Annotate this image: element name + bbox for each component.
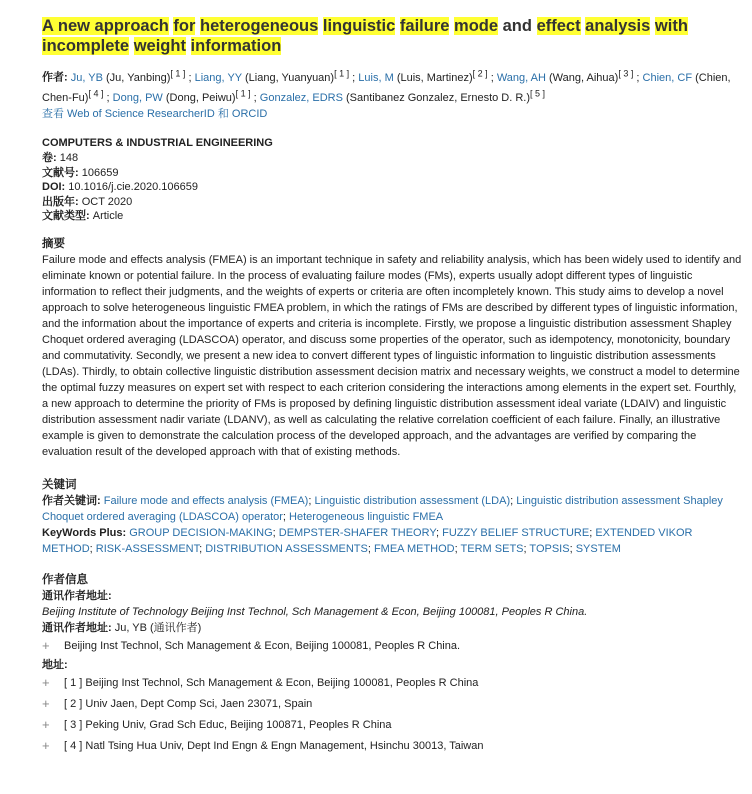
source-fields [42,151,742,224]
keyword-sep: ; [199,542,203,555]
author-sep: ; [250,92,257,105]
author-link[interactable]: Wang, AH [496,71,546,84]
expand-icon[interactable]: + [42,638,50,654]
source-field [42,195,742,210]
author-ref: [ 4 ] [88,88,104,99]
author-fullname: (Santibanez Gonzalez, Ernesto D. R.) [342,92,531,105]
corr-address: Beijing Inst Technol, Sch Management & Econ, Beijing 100081, Peoples R China. [64,640,461,653]
source-field-value: 148 [56,151,79,164]
keyword-sep: ; [589,526,593,539]
source-field-value: Article [89,210,124,223]
title-highlight: analysis [585,17,651,35]
source-field-label: 卷: [42,151,57,164]
title-text [129,37,134,55]
author-link[interactable]: Liang, YY [194,71,242,84]
source-field-value: 106659 [78,166,119,179]
author-ref: [ 3 ] [618,68,634,78]
keywords-heading: 关键词 [42,478,77,491]
keyword-sep: ; [367,542,371,555]
title-highlight: failure [399,17,450,35]
source-field [42,209,742,224]
title-highlight: for [173,17,196,35]
title-text: and [498,17,537,35]
address-row[interactable] [42,736,742,757]
address-text: [ 3 ] Peking Univ, Grad Sch Educ, Beijing 100871, Peoples R China [64,719,392,732]
title-highlight: effect [536,17,581,35]
author-ref: [ 5 ] [530,88,546,99]
source-field-label: 文献号: [42,166,79,179]
author-ref: [ 2 ] [472,68,488,78]
author-fullname: (Chien, Chen-Fu) [42,71,731,105]
author-fullname: (Ju, Yanbing) [102,71,171,84]
keyword-plus-link[interactable]: DISTRIBUTION ASSESSMENTS [205,542,368,555]
source-field [42,166,742,181]
author-fullname: (Liang, Yuanyuan) [241,71,335,84]
keyword-sep: ; [282,510,286,523]
keyword-sep: ; [454,542,458,555]
author-keyword-link[interactable]: Failure mode and effects analysis (FMEA) [103,494,309,507]
title-highlight: incomplete [42,37,130,55]
journal-name: COMPUTERS & INDUSTRIAL ENGINEERING [42,137,273,150]
keyword-sep: ; [89,542,93,555]
researcher-id-link[interactable]: 查看 Web of Science ResearcherID 和 ORCID [42,108,268,121]
title-highlight: A new approach [42,17,169,35]
keyword-plus-link[interactable]: FUZZY BELIEF STRUCTURE [442,526,590,539]
source-field-label: 出版年: [42,195,79,208]
keywords-plus-list [42,527,693,555]
author-info-heading: 作者信息 [42,573,88,586]
author-sep: ; [103,92,110,105]
author-keywords-row [42,493,742,525]
author-link[interactable]: Luis, M [358,71,394,84]
keyword-plus-link[interactable]: TERM SETS [460,542,524,555]
corr-address-row[interactable] [42,636,742,657]
author-keywords-label: 作者关键词: [42,494,101,507]
keyword-sep: ; [435,526,440,539]
author-ref: [ 1 ] [170,68,186,78]
author-link[interactable]: Chien, CF [642,71,693,84]
keywords-plus-label: KeyWords Plus: [42,526,127,539]
authors-line [42,65,742,106]
expand-icon[interactable]: + [42,696,50,712]
author-keywords-list [42,495,723,523]
author-link[interactable]: Gonzalez, EDRS [259,92,343,105]
authors-label: 作者: [42,71,68,84]
title-highlight: information [190,37,282,55]
source-block [42,136,742,224]
author-sep: ; [349,71,356,84]
keyword-sep: ; [523,542,527,555]
title-highlight: linguistic [322,17,396,35]
keyword-sep: ; [308,494,312,507]
author-fullname: (Dong, Peiwu) [162,92,236,105]
title-text [186,37,191,55]
address-row[interactable] [42,694,742,715]
title-highlight: heterogeneous [200,17,319,35]
author-sep: ; [633,71,640,84]
authors-list [42,68,731,105]
author-link[interactable]: Ju, YB [70,71,103,84]
address-row[interactable] [42,673,742,694]
author-sep: ; [487,71,494,84]
corr-address-italic: Beijing Institute of Technology Beijing Inst Technol, Sch Management & Econ, Beijing 100081, Peoples R China. [42,605,588,618]
author-keyword-link[interactable]: Linguistic distribution assessment Shapley Choquet ordered averaging (LDASCOA) operator [42,494,723,523]
abstract-text: Failure mode and effects analysis (FMEA) is an important technique in safety and reliability analysis, which has been widely used to identify and eliminate known or potential failure. In the process of evaluating failure modes (FMs), experts usually adopt different types of linguistic information to reflect their judgments, and the weights of experts or criteria are often incompletely known. This study aims to develop a novel approach to solve heterogeneous linguistic FMEA problem, in which the ratings of FMs are described by different types of linguistic information, and the information about the importance of experts and criteria is incomplete. Firstly, we propose a linguistic distribution assessment Shapley Choquet ordered averaging (LDASCOA) operator, and discuss some properties of the operator, such as idempotency, monotonicity, boundary and commutativity. Secondly, we present a new idea to convert different types of linguistic information to linguistic distribution assessments (LDAs). Thirdly, to obtain collective linguistic distribution assessment decision matrix and necessary weights, we construct a model to determine the optimal fuzzy measures on expert set with respect to each criterion considering the interactions among elements in the expert set. Fourthly, a new approach to determine the priority of FMs is proposed by defining linguistic distribution assessment ideal variate (LDAIV) and linguistic distribution assessment nadir variate (LDANV), as well as calculating the relative correlation coefficient of each failure. Finally, an illustrative example is given to demonstrate the calculation process of the developed approach, and the advantages are verified by comparing the evaluation result of the developed approach with that of existing methods. [42,253,742,458]
address-list [42,673,742,757]
expand-icon[interactable]: + [42,738,50,754]
author-link[interactable]: Dong, PW [112,92,163,105]
author-ref: [ 1 ] [235,88,251,99]
address-label: 地址: [42,658,68,671]
corr-address-label-2: 通讯作者地址: [42,621,112,634]
corr-address-label: 通讯作者地址: [42,589,112,602]
address-text: [ 1 ] Beijing Inst Technol, Sch Management & Econ, Beijing 100081, Peoples R China [64,677,479,690]
author-fullname: (Luis, Martinez) [393,71,473,84]
title-highlight: mode [454,17,499,35]
address-text: [ 4 ] Natl Tsing Hua Univ, Dept Ind Engn & Engn Management, Hsinchu 30013, Taiwan [64,740,484,753]
source-field-label: DOI: [42,181,66,194]
source-field [42,151,742,166]
author-info-block [42,588,742,757]
title-highlight: with [654,17,688,35]
keyword-plus-link[interactable]: FMEA METHOD [373,542,455,555]
author-fullname: (Wang, Aihua) [545,71,619,84]
keyword-plus-link[interactable]: GROUP DECISION-MAKING [129,526,273,539]
source-field [42,180,742,195]
expand-icon[interactable]: + [42,675,50,691]
keyword-plus-link[interactable]: TOPSIS [529,542,570,555]
author-ref: [ 1 ] [334,68,350,78]
title-highlight: weight [133,37,186,55]
keyword-sep: ; [272,526,276,539]
keyword-sep: ; [510,494,514,507]
source-field-label: 文献类型: [42,210,90,223]
keyword-plus-link[interactable]: DEMPSTER-SHAFER THEORY [278,526,436,539]
keyword-sep: ; [569,542,573,555]
abstract-heading: 摘要 [42,237,65,250]
keyword-plus-link[interactable]: RISK-ASSESSMENT [95,542,200,555]
source-field-value: 10.1016/j.cie.2020.106659 [65,181,198,194]
source-field-value: OCT 2020 [78,195,133,208]
expand-icon[interactable]: + [42,717,50,733]
corr-person: Ju, YB (通讯作者) [114,621,202,634]
researcher-id-row [42,106,742,122]
keyword-plus-link[interactable]: EXTENDED VIKOR METHOD [42,526,693,555]
author-keyword-link[interactable]: Linguistic distribution assessment (LDA) [314,494,511,507]
article-title [42,16,742,56]
keyword-plus-link[interactable]: SYSTEM [575,542,621,555]
author-sep: ; [185,71,192,84]
author-keyword-link[interactable]: Heterogeneous linguistic FMEA [289,510,444,523]
address-text: [ 2 ] Univ Jaen, Dept Comp Sci, Jaen 23071, Spain [64,698,313,711]
keywords-plus-row [42,525,742,557]
address-row[interactable] [42,715,742,736]
